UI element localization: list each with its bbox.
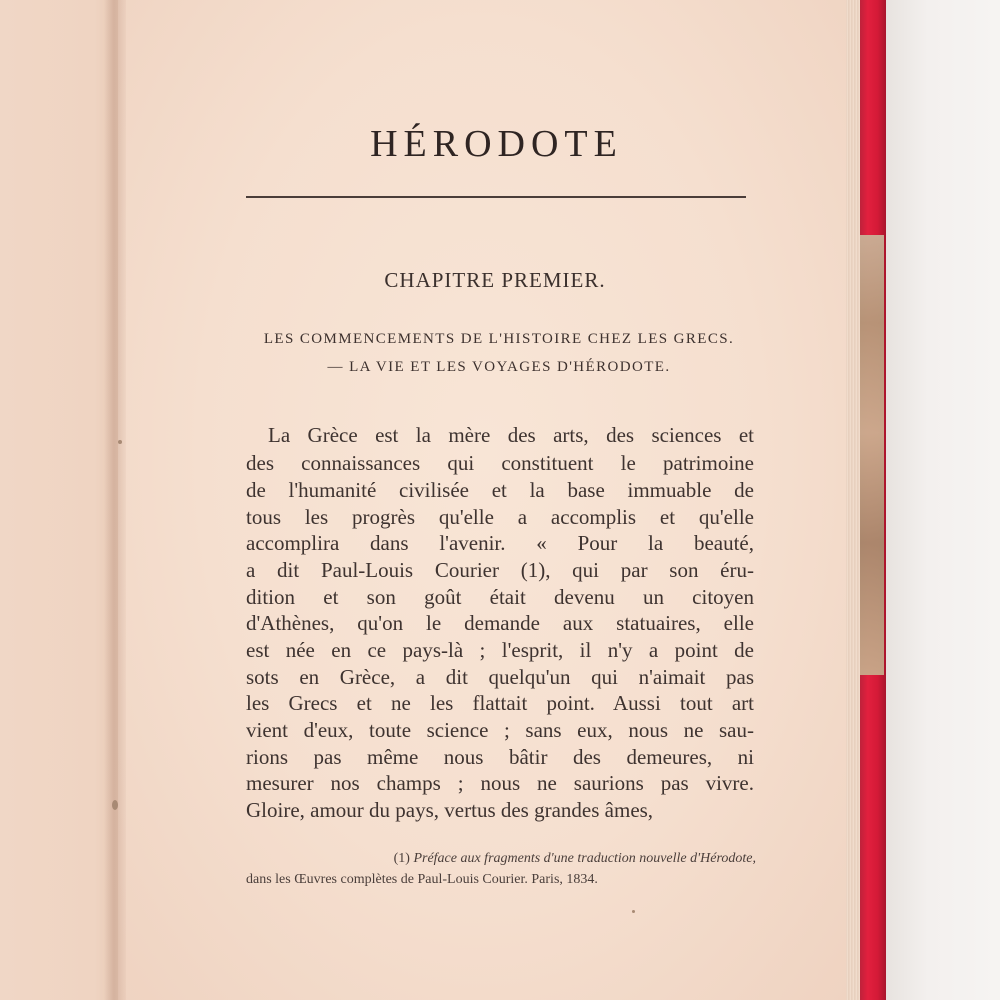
text-line: rions pas même nous bâtir des demeures, ni [246,745,754,769]
text-line: mesurer nos champs ; nous ne saurions pas vivre. [246,771,754,795]
footnote-line [246,849,756,869]
book-spine-worn-area [860,235,884,675]
paper-speck [118,440,122,444]
text-line: a dit Paul-Louis Courier (1), qui par son éru- [246,558,754,582]
title-rule [246,196,746,198]
text-line: les Grecs et ne les flattait point. Aussi tout art [246,691,754,715]
footnote-italic-text: Préface aux fragments d'une traduction nouvelle d'Hérodote, [413,851,756,866]
chapter-subtitle-line: LES COMMENCEMENTS DE L'HISTOIRE CHEZ LES GRECS. [263,331,735,347]
text-line: Gloire, amour du pays, vertus des grandes âmes, [246,798,654,822]
text-line: sots en Grèce, a dit quelqu'un qui n'aimait pas [246,665,754,689]
text-line: est née en ce pays-là ; l'esprit, il n'y a point de [246,638,754,662]
footnote-marker: (1) [393,851,410,866]
paper-speck [632,910,635,913]
text-line: accomplira dans l'avenir. « Pour la beauté, [246,531,754,555]
text-line: d'Athènes, qu'on le demande aux statuaires, elle [246,611,754,635]
footnote-line: dans les Œuvres complètes de Paul-Louis Courier. Paris, 1834. [246,872,598,887]
page-title: HÉRODOTE [370,123,623,165]
paper-speck [112,800,118,810]
text-line: des connaissances qui constituent le patrimoine [246,451,754,475]
text-line: La Grèce est la mère des arts, des sciences et [268,423,754,447]
text-line: de l'humanité civilisée et la base immuable de [246,478,754,502]
text-line: dition et son goût était devenu un citoyen [246,585,754,609]
chapter-heading: CHAPITRE PREMIER. [384,268,606,292]
text-line: vient d'eux, toute science ; sans eux, nous ne sau- [246,718,754,742]
chapter-subtitle-line: — LA VIE ET LES VOYAGES D'HÉRODOTE. [327,359,671,375]
text-line: tous les progrès qu'elle a accomplis et qu'elle [246,505,754,529]
